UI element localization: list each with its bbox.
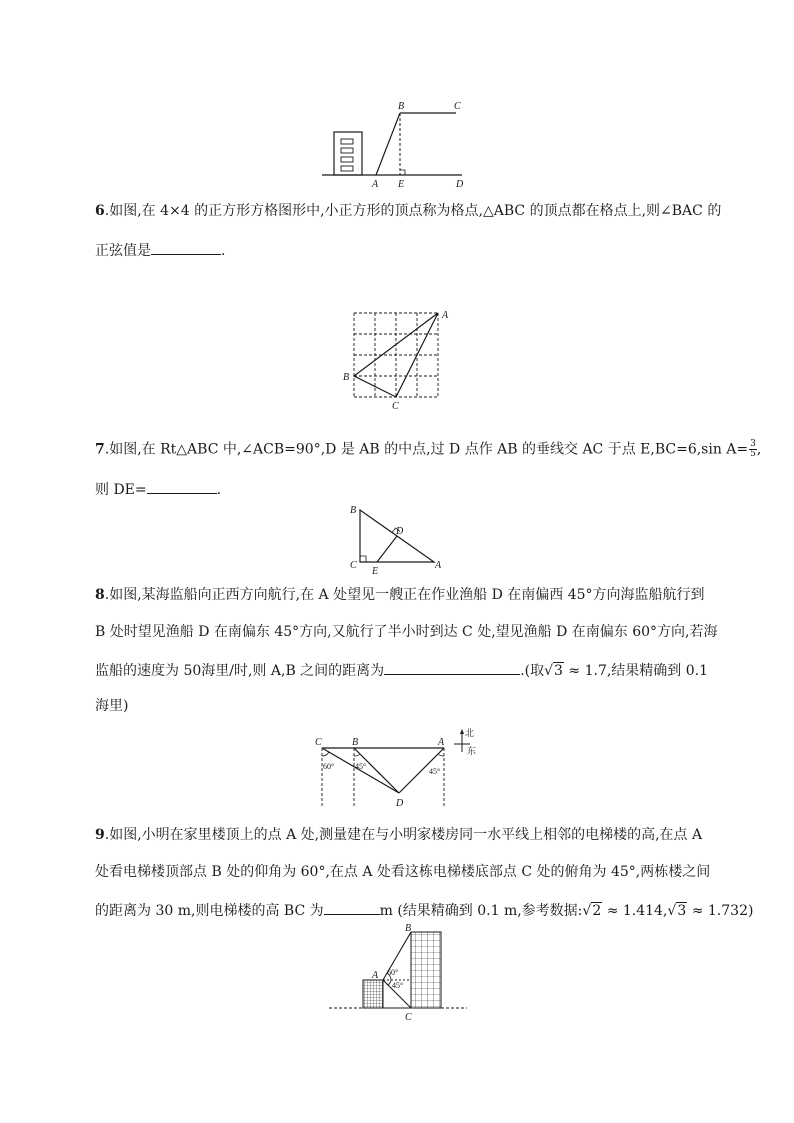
q7-label-d: D [396, 526, 404, 537]
q6-label-a: A [442, 310, 449, 321]
q8-sqrt-radicand: 3 [554, 663, 563, 679]
q7-number-dot: . [104, 441, 110, 458]
q6-number-dot: . [104, 203, 110, 219]
building-shape [334, 132, 362, 175]
label-a: A [372, 179, 379, 190]
q9-line-1 [95, 826, 702, 844]
q7-segment-de [377, 536, 397, 562]
q6-text-2-end: . [221, 243, 226, 259]
q6-label-c: C [392, 401, 399, 412]
q8-line-4 [95, 697, 128, 715]
right-angle-mark [400, 170, 405, 175]
q9-text-2: 处看电梯楼顶部点 B 处的仰角为 60°,在点 A 处看这栋电梯楼底部点 C 处的俯角为 45°,两栋楼之间 [95, 864, 711, 880]
q8-text-2: B 处时望见渔船 D 在南偏东 45°方向,又航行了半小时到达 C 处,望见渔船 D 在南偏东 60°方向,若海 [95, 624, 718, 640]
q9-line-3 [95, 900, 753, 920]
q8-angle-c: 60° [323, 762, 335, 771]
q8-text-1: 如图,某海监船向正西方向航行,在 A 处望见一艘正在作业渔船 D 在南偏西 45°方向海监船航行到 [109, 587, 705, 603]
q9-angle-arc-down [388, 980, 391, 985]
q9-small-building [363, 980, 383, 1008]
q7-text-2: 则 DE= [95, 482, 147, 498]
q7-text-1: 如图,在 Rt△ABC 中,∠ACB=90°,D 是 AB 的中点,过 D 点作 AB 的垂线交 AC 于点 E,BC=6,sin A= [109, 441, 749, 458]
q7-frac-num: 3 [750, 439, 756, 449]
q8-east-label: 东 [467, 746, 477, 756]
q8-label-d: D [396, 798, 404, 809]
q8-line-3 [95, 660, 708, 680]
q6-line-2 [95, 240, 225, 260]
top-slope-figure [320, 98, 480, 190]
q8-line-2 [95, 623, 717, 641]
q9-angle-up: 60° [387, 968, 399, 977]
q7-number: 7 [95, 441, 105, 458]
q6-text-1: 如图,在 4×4 的正方形方格图形中,小正方形的顶点称为格点,△ABC 的顶点都在格点上,则∠BAC 的 [109, 203, 722, 219]
q9-label-a: A [372, 970, 379, 981]
slope-ab [376, 113, 400, 175]
label-d: D [456, 179, 464, 190]
q8-angle-arc-c [322, 752, 329, 756]
q9-approx-3: ≈ 1.732) [687, 903, 754, 919]
q7-label-c: C [350, 560, 357, 571]
q6-answer-blank[interactable] [151, 240, 221, 255]
q8-sqrt-3: √3 [544, 663, 563, 679]
q8-text-3-b: .(取 [520, 663, 545, 679]
q9-buildings-figure [325, 922, 470, 1024]
q9-label-b: B [405, 923, 412, 934]
q9-approx-2: ≈ 1.414, [602, 903, 668, 919]
q7-line-1 [95, 440, 761, 459]
q8-number-dot: . [104, 587, 110, 603]
q8-text-4: 海里) [95, 698, 129, 714]
q7-label-e: E [372, 566, 379, 577]
q9-text-3-b: m (结果精确到 0.1 m,参考数据: [379, 903, 583, 919]
q9-elevator-building [411, 932, 441, 1008]
q7-triangle-figure [346, 502, 450, 578]
q8-answer-blank[interactable] [384, 660, 520, 675]
q6-line-1 [95, 202, 721, 220]
q9-sqrt-3: √3 [667, 903, 687, 919]
label-c: C [454, 101, 461, 112]
q9-sqrt-2: √2 [582, 903, 602, 919]
q7-answer-blank[interactable] [147, 479, 217, 494]
q6-grid [354, 313, 438, 397]
q8-label-a: A [438, 737, 445, 748]
q9-number-dot: . [104, 827, 110, 843]
q9-angle-down: 45° [392, 981, 404, 990]
q9-text-1: 如图,小明在家里楼顶上的点 A 处,测量建在与小明家楼房同一水平线上相邻的电梯楼的高,在点 A [109, 827, 703, 843]
q6-text-2: 正弦值是 [95, 243, 151, 259]
q8-line-1 [95, 586, 705, 604]
q8-number: 8 [95, 587, 105, 603]
q9-text-3-a: 的距离为 30 m,则电梯楼的高 BC 为 [95, 903, 324, 919]
q8-angle-a: 45° [429, 767, 441, 776]
q8-text-3-c: ≈ 1.7,结果精确到 0.1 [563, 663, 709, 679]
q7-right-angle-c [360, 556, 366, 562]
q7-frac-den: 5 [750, 449, 756, 459]
q6-number: 6 [95, 203, 105, 219]
q7-text-2-end: . [216, 482, 222, 498]
q6-label-b: B [343, 372, 350, 383]
q7-text-1-end: , [756, 441, 762, 458]
q8-angle-arc-a [438, 754, 444, 756]
q9-number: 9 [95, 827, 105, 843]
q9-line-2 [95, 863, 710, 881]
q7-label-a: A [435, 560, 442, 571]
q9-sqrt2-radicand: 2 [592, 903, 602, 919]
q7-line-2 [95, 479, 221, 499]
q9-label-c: C [405, 1012, 412, 1023]
q7-label-b: B [350, 505, 357, 516]
q8-text-3-a: 监船的速度为 50海里/时,则 A,B 之间的距离为 [95, 663, 385, 679]
q8-angle-b: 45° [355, 762, 367, 771]
q9-sqrt3-radicand: 3 [677, 903, 687, 919]
q7-fraction [749, 440, 757, 459]
q8-north-label: 北 [465, 728, 475, 738]
label-e: E [398, 179, 405, 190]
q8-angle-arc-b [354, 754, 360, 756]
north-arrow-icon [460, 729, 464, 734]
q8-label-c: C [315, 737, 322, 748]
q8-label-b: B [352, 737, 359, 748]
q9-answer-blank[interactable] [324, 900, 380, 915]
label-b: B [398, 101, 405, 112]
q6-grid-figure [340, 308, 460, 412]
q8-bearing-figure [310, 724, 490, 814]
